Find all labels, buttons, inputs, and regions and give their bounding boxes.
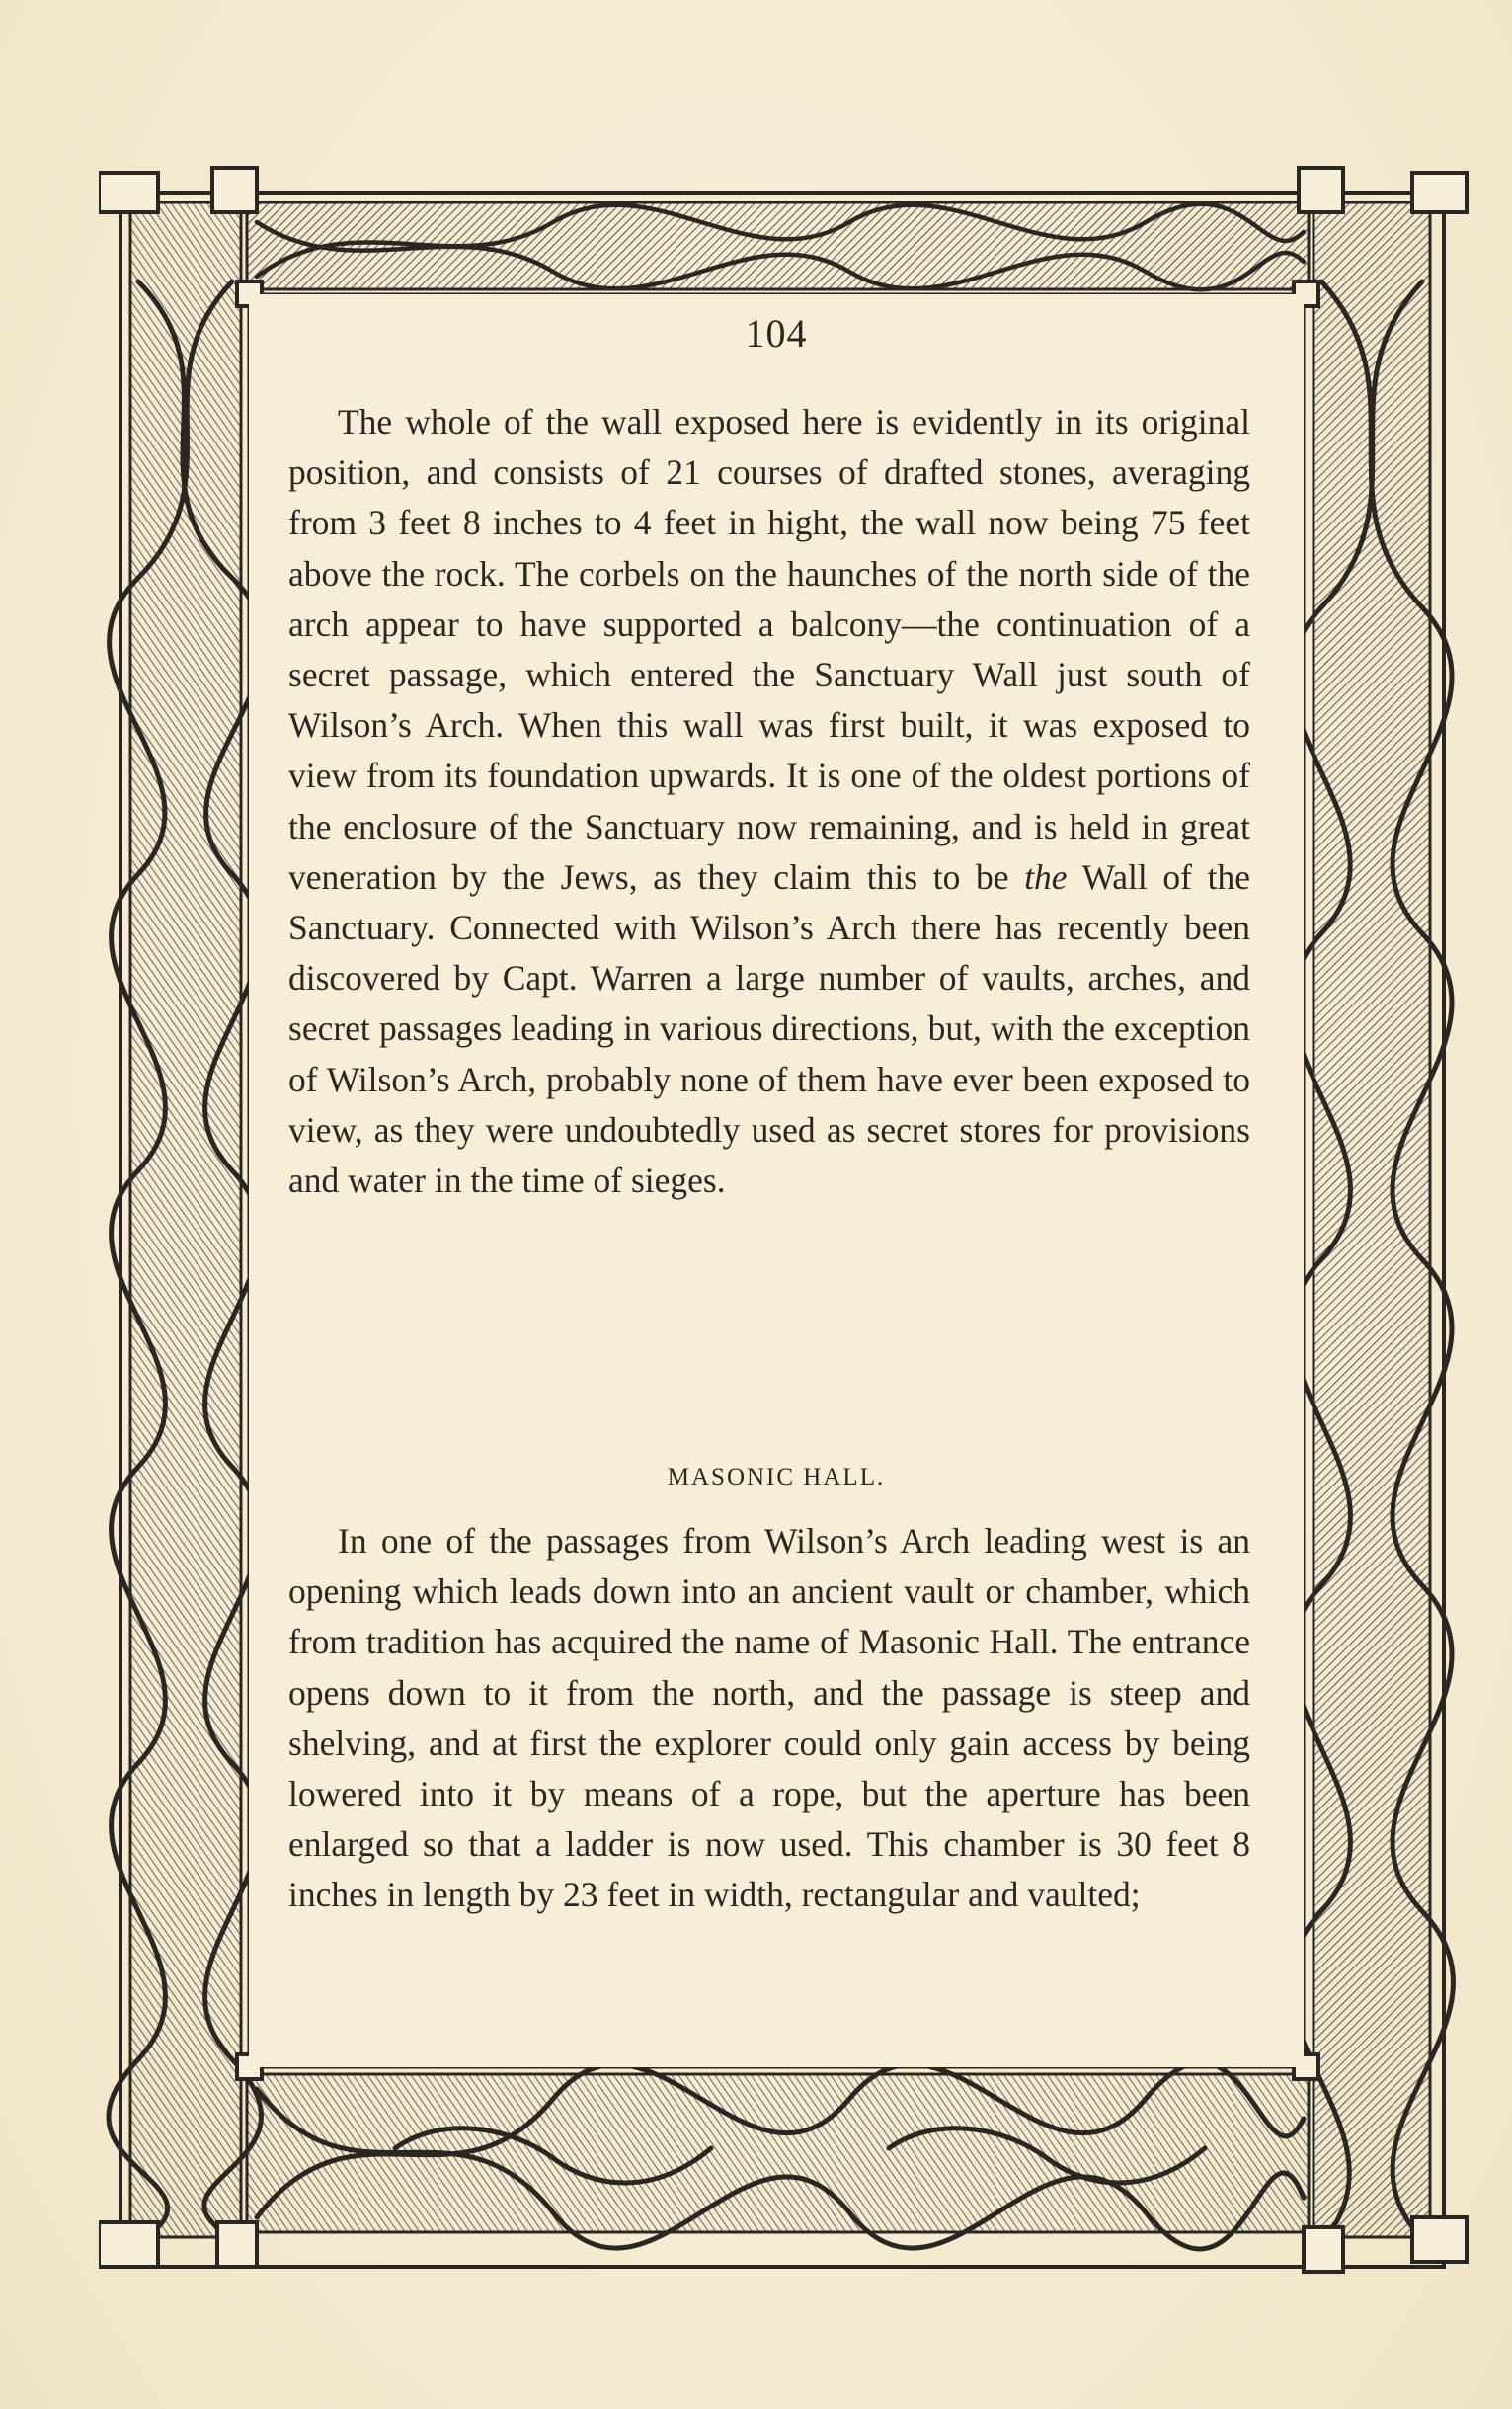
paragraph-masonic-hall <box>288 1516 1250 1921</box>
paragraph-text-continued: Wall of the Sanctuary. Connected with Wilson’s Arch there has recently been discovered by Capt. Warren a large number of vaults, arches, and secret passages leading in various directions, but, with the exception of Wilson’s Arch, probably none of them have ever been exposed to view, as they were undoubtedly used as secret stores for provisions and water in the time of sieges. <box>288 856 1250 1201</box>
page-number: 104 <box>745 311 808 356</box>
paragraph-text: In one of the passages from Wilson’s Arch leading west is an opening which leads down into an ancient vault or chamber, which from tradition has acquired the name of Masonic Hall. The entrance opens down to it from the north, and the passage is steep and shelving, and at first the explorer could only gain access by being lowered into it by means of a rope, but the aperture has been enlarged so that a ladder is now used. This chamber is 30 feet 8 inches in length by 23 feet in width, rectangular and vaulted; <box>288 1521 1250 1915</box>
paragraph-text: The whole of the wall exposed here is evidently in its original position, and consists of 21 courses of drafted stones, averaging from 3 feet 8 inches to 4 feet in hight, the wall now being 75 feet above the rock. The corbels on the haunches of the north side of the arch appear to have supported a balcony—the continuation of a secret passage, which entered the Sanctuary Wall just south of Wilson’s Arch. When this wall was first built, it was exposed to view from its foundation upwards. It is one of the oldest portions of the enclosure of the Sanctuary now remaining, and is held in great veneration by the Jews, as they claim this to be <box>288 402 1250 897</box>
italic-word: the <box>1024 856 1068 897</box>
text-area <box>249 294 1304 2067</box>
section-heading: MASONIC HALL. <box>667 1464 886 1490</box>
paragraph-wilsons-arch <box>288 397 1250 1206</box>
